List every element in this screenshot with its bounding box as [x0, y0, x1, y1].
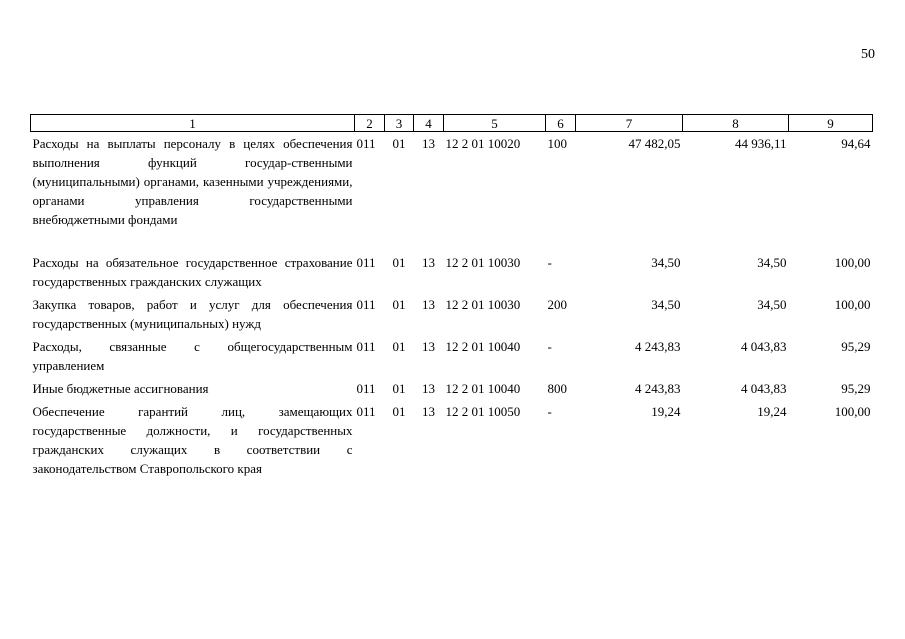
row-name: Иные бюджетные ассигнования	[32, 381, 209, 396]
row-code-target: 12 2 01 10020	[445, 136, 521, 151]
row-value-plan: 4 243,83	[635, 339, 681, 354]
row-code-subsection: 13	[422, 404, 435, 419]
row-value-actual: 4 043,83	[741, 381, 787, 396]
row-code-gov: 011	[356, 404, 376, 419]
row-code-subsection: 13	[422, 381, 435, 396]
row-value-percent: 100,00	[834, 255, 871, 270]
row-code-gov: 011	[356, 136, 376, 151]
header-col-2: 2	[355, 115, 385, 132]
row-value-actual: 4 043,83	[741, 339, 787, 354]
row-code-section: 01	[392, 381, 406, 396]
row-value-plan: 34,50	[651, 297, 681, 312]
header-col-3: 3	[385, 115, 414, 132]
table-row	[31, 400, 873, 480]
row-code-expense-type: -	[547, 255, 552, 270]
row-code-expense-type: -	[547, 404, 552, 419]
row-value-plan: 47 482,05	[628, 136, 681, 151]
page-number: 50	[861, 47, 875, 62]
row-name: Расходы, связанные с общегосударственным управлением	[32, 339, 353, 373]
table-row	[31, 132, 873, 252]
row-value-percent: 100,00	[834, 297, 871, 312]
table-row	[31, 335, 873, 377]
row-code-section: 01	[392, 136, 406, 151]
row-code-gov: 011	[356, 297, 376, 312]
row-value-actual: 19,24	[757, 404, 787, 419]
row-code-subsection: 13	[422, 339, 435, 354]
row-code-gov: 011	[356, 381, 376, 396]
row-name: Обеспечение гарантий лиц, замещающих государственные должности, и государственных гражданских служащих в соответствии с законодательством Ставропольского края	[32, 404, 353, 476]
row-value-actual: 34,50	[757, 255, 787, 270]
table-row	[31, 251, 873, 293]
header-col-5: 5	[444, 115, 546, 132]
row-code-target: 12 2 01 10030	[445, 297, 521, 312]
row-code-section: 01	[392, 404, 406, 419]
row-code-gov: 011	[356, 255, 376, 270]
row-code-section: 01	[392, 339, 406, 354]
header-col-7: 7	[576, 115, 683, 132]
row-value-actual: 44 936,11	[734, 136, 787, 151]
table-row	[31, 377, 873, 400]
row-name: Закупка товаров, работ и услуг для обеспечения государственных (муниципальных) нужд	[32, 297, 353, 331]
row-code-section: 01	[392, 297, 406, 312]
row-value-percent: 95,29	[841, 339, 871, 354]
header-col-6: 6	[546, 115, 576, 132]
row-value-plan: 19,24	[651, 404, 681, 419]
row-name: Расходы на обязательное государственное страхование государственных гражданских служащих	[32, 255, 353, 289]
row-name: Расходы на выплаты персоналу в целях обеспечения выполнения функций государ-ственными (муниципальными) органами, казенными учреждениями, органами управления государственными внебюджетными фондами	[32, 136, 353, 227]
row-code-subsection: 13	[422, 255, 435, 270]
header-col-8: 8	[683, 115, 789, 132]
row-code-section: 01	[392, 255, 406, 270]
row-value-actual: 34,50	[757, 297, 787, 312]
header-col-1: 1	[31, 115, 355, 132]
row-value-percent: 94,64	[841, 136, 871, 151]
header-col-9: 9	[789, 115, 873, 132]
header-col-4: 4	[414, 115, 444, 132]
row-code-gov: 011	[356, 339, 376, 354]
table-row	[31, 293, 873, 335]
row-value-plan: 34,50	[651, 255, 681, 270]
row-code-expense-type: 100	[547, 136, 567, 151]
row-value-percent: 100,00	[834, 404, 871, 419]
row-value-percent: 95,29	[841, 381, 871, 396]
row-code-subsection: 13	[422, 297, 435, 312]
row-code-target: 12 2 01 10040	[445, 381, 521, 396]
header-row	[31, 115, 873, 132]
row-code-target: 12 2 01 10030	[445, 255, 521, 270]
row-code-expense-type: 800	[547, 381, 567, 396]
row-code-expense-type: -	[547, 339, 552, 354]
row-code-target: 12 2 01 10040	[445, 339, 521, 354]
row-code-target: 12 2 01 10050	[445, 404, 521, 419]
budget-table	[30, 114, 873, 480]
row-code-expense-type: 200	[547, 297, 567, 312]
row-value-plan: 4 243,83	[635, 381, 681, 396]
row-code-subsection: 13	[422, 136, 435, 151]
